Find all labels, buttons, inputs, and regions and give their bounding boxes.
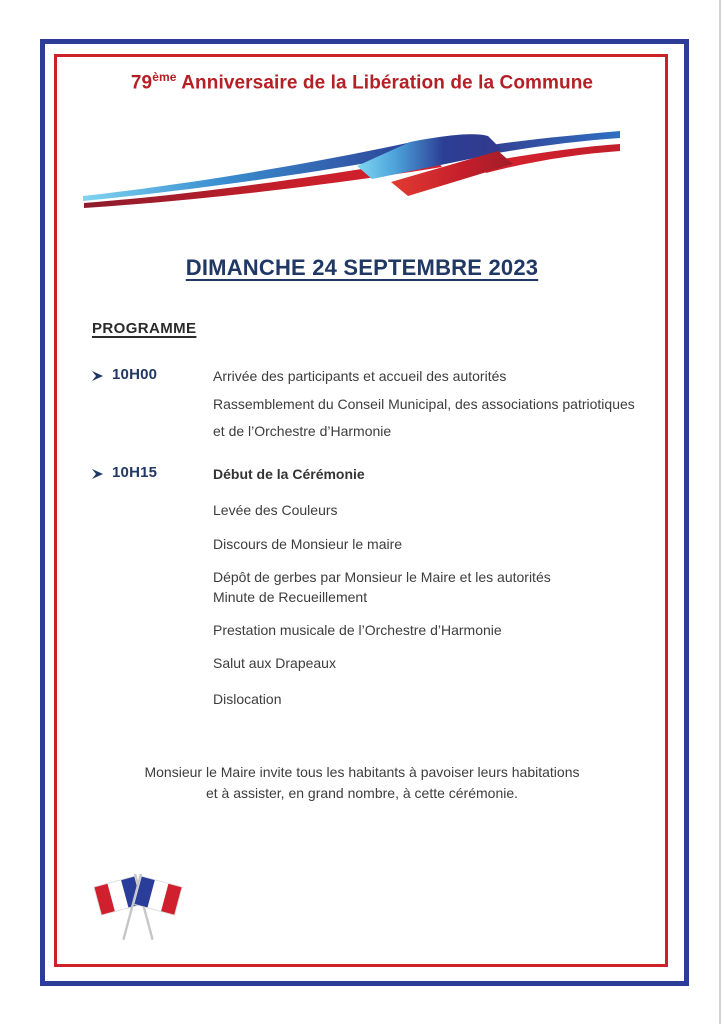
arrow-bullet-icon (91, 468, 104, 480)
program-line: Prestation musicale de l’Orchestre d’Harmonie (213, 622, 502, 638)
programme-heading: PROGRAMME (92, 320, 197, 337)
program-line: Dépôt de gerbes par Monsieur le Maire et les autorités (213, 569, 551, 585)
crossed-french-flags-icon (82, 868, 194, 948)
program-line: Salut aux Drapeaux (213, 655, 336, 671)
program-line: et de l’Orchestre d’Harmonie (213, 423, 392, 439)
program-line: Arrivée des participants et accueil des autorités (213, 368, 507, 384)
title-superscript: ème (152, 70, 177, 84)
closing-invitation (60, 762, 664, 804)
title-rest: Anniversaire de la Libération de la Commune (176, 72, 594, 94)
program-line: Discours de Monsieur le maire (213, 536, 403, 552)
program-time: 10H15 (112, 464, 158, 481)
program-line: Dislocation (213, 691, 282, 707)
date-heading: DIMANCHE 24 SEPTEMBRE 2023 (185, 255, 539, 280)
program-time: 10H00 (112, 366, 158, 383)
page-title (0, 70, 724, 94)
closing-line-1: Monsieur le Maire invite tous les habitants à pavoiser leurs habitations (144, 764, 580, 780)
title-number: 79 (130, 72, 153, 94)
arrow-bullet-icon (91, 370, 104, 382)
scan-edge-artifact (719, 0, 721, 1024)
closing-line-2: et à assister, en grand nombre, à cette cérémonie. (205, 785, 519, 801)
tricolor-ribbon-icon (80, 120, 625, 220)
program-line: Levée des Couleurs (213, 502, 338, 518)
program-line: Rassemblement du Conseil Municipal, des associations patriotiques (213, 396, 635, 412)
program-line: Minute de Recueillement (213, 589, 368, 605)
program-line: Début de la Cérémonie (213, 466, 365, 482)
